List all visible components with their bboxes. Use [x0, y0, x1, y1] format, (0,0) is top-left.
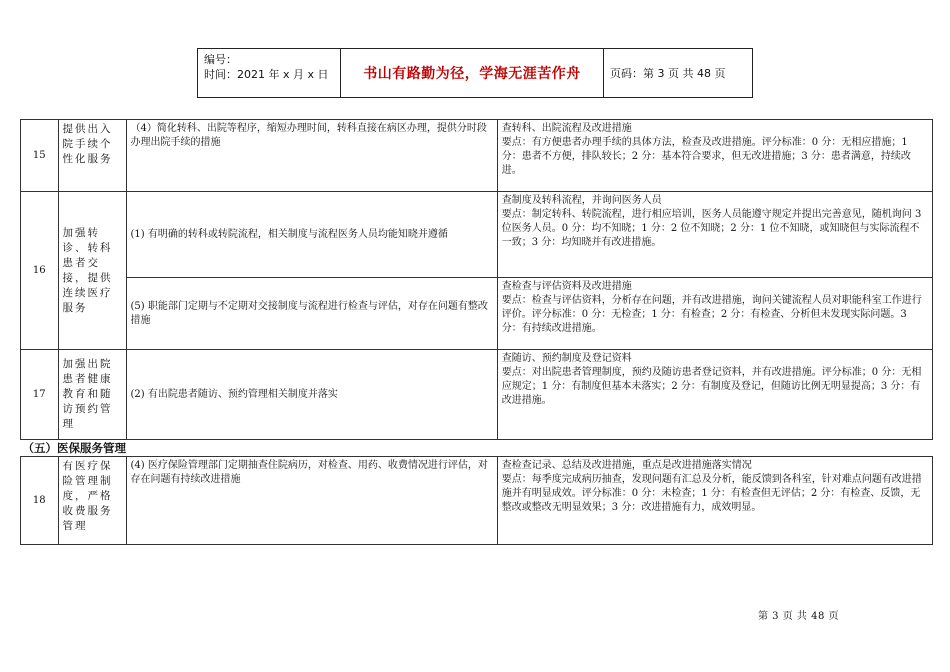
item-name: 提供出入院手续个性化服务 — [58, 120, 126, 192]
evaluation-points: 要点：检查与评估资料，分析存在问题，并有改进措施，询问关键流程人员对职能科室工作进行评价。评分标准：0 分：无检查；1 分：有检查；2 分：有检查、分析但未发现实际问题。3 分：有持续改进措施。 — [501, 295, 922, 334]
table-row — [21, 120, 933, 192]
evaluation-method: 查制度及转科流程，并询问医务人员 — [501, 195, 662, 206]
section-title: （五）医保服务管理 — [21, 440, 933, 457]
evaluation-method: 查转科、出院流程及改进措施 — [501, 123, 632, 134]
row-number: 17 — [21, 350, 59, 440]
header-motto: 书山有路勤为径，学海无涯苦作舟 — [341, 49, 604, 97]
section-row — [21, 440, 933, 457]
table-row — [21, 278, 933, 350]
row-number: 16 — [21, 192, 59, 350]
standard-text: (4) 医疗保险管理部门定期抽查住院病历，对检查、用药、收费情况进行评估，对存在问题有持续改进措施 — [126, 457, 497, 545]
page-footer: 第 3 页 共 48 页 — [758, 611, 839, 622]
evaluation-cell — [497, 192, 932, 278]
number-label: 编号： — [204, 53, 237, 66]
row-number: 18 — [21, 457, 59, 545]
evaluation-cell — [497, 457, 932, 545]
evaluation-method: 查检查记录、总结及改进措施，重点是改进措施落实情况 — [501, 460, 752, 471]
evaluation-cell — [497, 120, 932, 192]
evaluation-points: 要点：有方便患者办理手续的具体方法，检查及改进措施。评分标准：0 分：无相应措施；1 分：患者不方便，排队较长；2 分：基本符合要求，但无改进措施；3 分：患者满意，持续改进。 — [501, 137, 911, 176]
evaluation-method: 查检查与评估资料及改进措施 — [501, 281, 632, 292]
evaluation-points: 要点：每季度完成病历抽查，发现问题有汇总及分析，能反馈到各科室，针对难点问题有改进措施并有明显成效。评分标准：0 分：未检查；1 分：有检查但无评估；2 分：有检查、反馈，无整改或整改无明显效果；3 分：改进措施有力，成效明显。 — [501, 474, 922, 513]
evaluation-cell — [497, 350, 932, 440]
standard-text: (2) 有出院患者随访、预约管理相关制度并落实 — [126, 350, 497, 440]
standard-text: （4）简化转科、出院等程序，缩短办理时间，转科直接在病区办理，提供分时段办理出院手续的措施 — [126, 120, 497, 192]
table-row — [21, 457, 933, 545]
row-number: 15 — [21, 120, 59, 192]
table-row — [21, 350, 933, 440]
evaluation-method: 查随访、预约制度及登记资料 — [501, 353, 632, 364]
standard-text: (1) 有明确的转科或转院流程，相关制度与流程医务人员均能知晓并遵循 — [126, 192, 497, 278]
item-name: 加强出院患者健康教育和随访预约管理 — [58, 350, 126, 440]
table-row — [21, 192, 933, 278]
header-page-label: 页码：第 3 页 共 48 页 — [610, 67, 726, 80]
time-label: 时间：2021 年 x 月 x 日 — [204, 68, 329, 81]
evaluation-table — [20, 119, 933, 545]
evaluation-points: 要点：制定转科、转院流程，进行相应培训，医务人员能遵守规定并提出完善意见，随机询问 3 位医务人员。0 分：均不知晓；1 分：2 位不知晓；2 分：1 位不知晓，或知晓但与实际流程不一致；3 分：均知晓并有改进措施。 — [501, 209, 922, 248]
page-header — [197, 48, 753, 98]
standard-text: (5) 职能部门定期与不定期对交接制度与流程进行检查与评估，对存在问题有整改措施 — [126, 278, 497, 350]
header-meta — [198, 49, 341, 97]
evaluation-cell — [497, 278, 932, 350]
item-name: 加强转诊、转科患者交接，提供连续医疗服务 — [58, 192, 126, 350]
item-name: 有医疗保险管理制度，严格收费服务管理 — [58, 457, 126, 545]
evaluation-points: 要点：对出院患者管理制度，预约及随访患者登记资料，并有改进措施。评分标准；0 分：无相应规定；1 分：有制度但基本未落实；2 分：有制度及登记，但随访比例无明显提高；3 分：有改进措施。 — [501, 367, 922, 406]
